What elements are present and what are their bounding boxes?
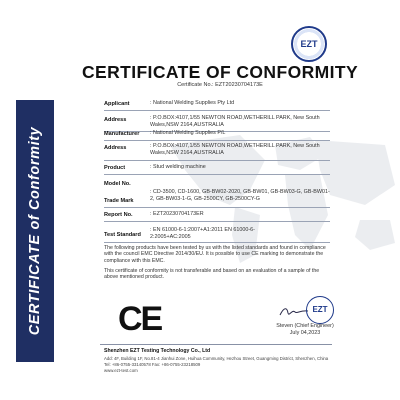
product-value: : Stud welding machine [150, 164, 206, 170]
divider [104, 140, 330, 141]
manufacturer-label: Manufacturer [104, 131, 140, 137]
test-standard-value: : EN 61000-6-1:2007+A1:2011 EN 61000-6-2:2005+AC:2005 [150, 227, 255, 240]
map-australia [355, 220, 395, 250]
transferability-statement: This certificate of conformity is not transferable and based on an evaluation of a sample of the above mentioned product. [104, 268, 320, 281]
divider [104, 174, 330, 175]
certificate-number: Certificate No.: EZT20230704173E [177, 82, 263, 88]
seal-text: EZT [300, 39, 318, 49]
signer-name: Steven (Chief Engineer) [276, 323, 334, 329]
company-stamp-icon [306, 296, 334, 324]
manufacturer-address-label: Address [104, 145, 127, 151]
product-label: Product [104, 165, 126, 171]
applicant-address-label: Address [104, 117, 127, 123]
certification-seal-icon [291, 26, 327, 62]
ce-mark-icon: CE [118, 300, 162, 338]
sign-date: July 04,2023 [289, 330, 321, 336]
applicant-value: : National Welding Supplies Pty Ltd [150, 100, 235, 106]
compliance-statement: The following products have been tested by us with the listed standards and found in compliance with the council EMC Directive 2014/30/EU. It is possible to use CE marking to demonstrate the compliance with this EMC. [104, 245, 326, 264]
footer-company: Shenzhen EZT Testing Technology Co., Ltd [104, 348, 211, 354]
trade-mark-label: Trade Mark [104, 198, 134, 204]
signature-stroke [280, 309, 308, 315]
model-no-label: Model No. [104, 181, 131, 187]
manufacturer-address-value: : P.O.BOX:4107,1/55 NEWTON ROAD,WETHERILL PARK, New South Wales,NSW 2164,AUSTRALIA [150, 143, 320, 156]
footer-address: Add: 4F, Building 1F, No.81-4 Jianhui Zone, Huihua Community, Hezhou Street, Guangming District, Shenzhen, China [104, 356, 329, 361]
footer-divider [100, 344, 332, 345]
certificate-title: CERTIFICATE OF CONFORMITY [81, 62, 359, 82]
manufacturer-value: : National Welding Supplies P/L [150, 130, 226, 136]
report-no-value: : EZT20230704173ER [150, 211, 204, 217]
divider [104, 110, 330, 111]
applicant-address-value: : P.O.BOX:4107,1/55 NEWTON ROAD,WETHERILL PARK, New South Wales,NSW 2164,AUSTRALIA [150, 115, 320, 128]
divider [104, 207, 330, 208]
test-standard-label: Test Standard [104, 232, 141, 238]
model-no-value: : CD-3500, CD-1600, GB-BW02-2020, GB-BW01, GB-BW03-G, GB-BW01-2, GB-BW03-1-G, GB-2500CY, GB-2500CY-G [150, 189, 330, 202]
divider [104, 242, 330, 243]
applicant-label: Applicant [104, 101, 130, 107]
footer-web: www.ezt-test.com [104, 368, 138, 373]
footer-contact: Tel: +86-0755-33140578 Fax: +86-0755-23218509 [104, 362, 201, 367]
report-no-label: Report No. [104, 212, 133, 218]
side-banner-text: CERTIFICATE of Conformity [27, 126, 43, 336]
stamp-text: EZT [312, 305, 328, 314]
divider [104, 160, 330, 161]
divider [104, 221, 330, 222]
